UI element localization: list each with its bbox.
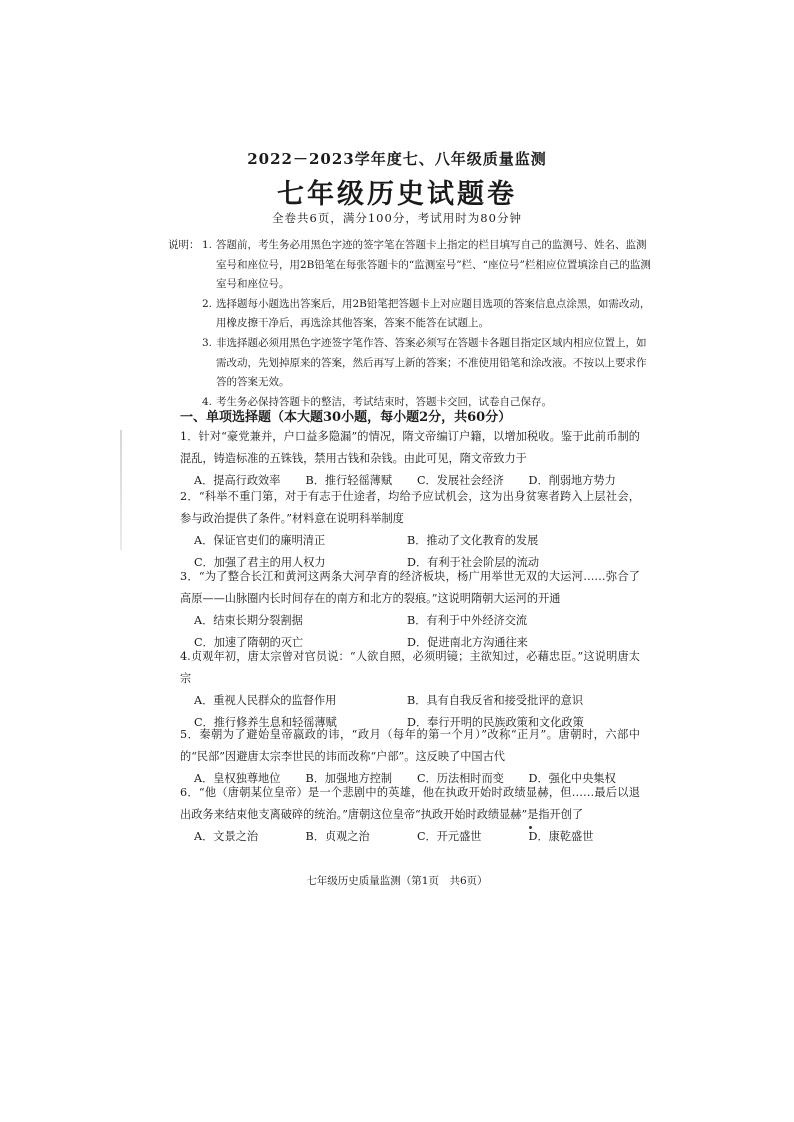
page-footer: 七年级历史质量监测（第1页 共6页） <box>306 875 488 887</box>
option-d: D．削弱地方势力 <box>528 474 616 487</box>
instruction-text: 选择题每小题选出答案后，用2B铅笔把答题卡上对应题目选项的答案信息点涂黑，如需改动，用橡皮擦干净后，再选涂其他答案，答案不能答在试题上。 <box>216 297 651 330</box>
instruction-text: 非选择题必须用黑色字迹签字笔作答、答案必须写在答题卡各题目指定区域内相应位置上，如需改动，先划掉原来的答案，然后再写上新的答案；不准使用铅笔和涂改液。不按以上要求作答的答案无效。 <box>216 336 647 389</box>
option-a: A．保证官吏们的廉明清正 <box>194 534 326 547</box>
question-2 <box>180 486 640 574</box>
option-a: A．皇权独尊地位 <box>194 772 281 785</box>
option-b: B．有利于中外经济交流 <box>407 614 528 627</box>
option-c: C．推行修养生息和轻徭薄赋 <box>194 716 337 729</box>
option-c: C．历法相时而变 <box>417 772 504 785</box>
question-stem: 6．“他（唐朝某位皇帝）是一个悲剧中的英雄，他在执政开始时政绩显赫，但……最后以退出政务来结束他支离破碎的统治。”唐朝这位皇帝“执政开始时政绩显赫”是指开创了 <box>180 786 640 821</box>
option-b: B．推动了文化教育的发展 <box>407 534 539 547</box>
option-d: D．康乾盛世 <box>528 830 594 843</box>
option-d: D．有利于社会阶层的流动 <box>407 556 540 569</box>
exam-title: 七年级历史试题卷 <box>277 179 517 210</box>
option-c: C．开元盛世 <box>417 830 482 843</box>
scan-artifact-mark <box>120 430 122 550</box>
option-b: B．贞观之治 <box>305 830 370 843</box>
question-4 <box>180 646 640 734</box>
instruction-number: 4. <box>202 395 213 408</box>
option-c: C．加强了君主的用人权力 <box>194 556 326 569</box>
section-title: 一、单项选择题（本大题30小题，每小题2分，共60分） <box>180 410 512 425</box>
option-b: B．加强地方控制 <box>305 772 393 785</box>
option-b: B．具有自我反省和接受批评的意识 <box>407 694 584 707</box>
question-1 <box>180 426 640 492</box>
option-a: A．提高行政效率 <box>194 474 281 487</box>
scan-dot-artifact <box>529 826 532 829</box>
question-options <box>180 826 640 848</box>
instruction-number: 1. <box>202 239 213 251</box>
instruction-number: 2. <box>202 297 213 310</box>
question-stem: 4.贞观年初，唐太宗曾对官员说：“人欲自照，必须明镜；主欲知过，必藉忠臣。”这说明唐太宗 <box>180 650 640 685</box>
instructions-label: 说明： <box>168 239 200 251</box>
instructions <box>168 236 654 412</box>
question-stem: 3．“为了整合长江和黄河这两条大河孕育的经济板块，杨广用举世无双的大运河……弥合了高原——山脉圈内长时间存在的南方和北方的裂痕。”这说明隋朝大运河的开通 <box>180 570 640 605</box>
question-stem: 1．针对“豪党兼并，户口益多隐漏”的情况，隋文帝编订户籍，以增加税收。鉴于此前币制的混乱，铸造标准的五铢钱，禁用古钱和杂钱。由此可见，隋文帝致力于 <box>180 430 640 465</box>
question-3 <box>180 566 640 654</box>
instruction-number: 3. <box>202 336 213 349</box>
instruction-text: 答题前，考生务必用黑色字迹的签字笔在答题卡上指定的栏目填写自己的监测号、姓名、监测室号和座位号，用2B铅笔在每张答题卡的“监测室号”栏、“座位号”栏相应位置填涂自己的监测室号和座位号。 <box>216 239 651 291</box>
instruction-item <box>174 295 654 334</box>
question-5 <box>180 724 640 790</box>
exam-header: 2022－2023学年度七、八年级质量监测 <box>247 150 547 168</box>
option-a: A．文景之治 <box>194 830 259 843</box>
exam-info: 全卷共6页，满分100分，考试用时为80分钟 <box>272 211 522 225</box>
instruction-text: 考生务必保持答题卡的整洁，考试结束时，答题卡交回，试卷自己保存。 <box>216 395 552 408</box>
question-stem: 2．“科举不重门第，对于有志于仕途者，均给予应试机会，这为出身贫寒者跨入上层社会，参与政治提供了条件。”材料意在说明科举制度 <box>180 490 640 525</box>
option-c: C．加速了隋朝的灭亡 <box>194 636 304 649</box>
question-6 <box>180 782 640 848</box>
instruction-item <box>174 334 654 393</box>
option-a: A．结束长期分裂割据 <box>194 614 303 627</box>
option-c: C．发展社会经济 <box>417 474 504 487</box>
option-a: A．重视人民群众的监督作用 <box>194 694 337 707</box>
instruction-item <box>174 236 654 295</box>
question-stem: 5．秦朝为了避始皇帝嬴政的讳，“政月（每年的第一个月）”改称“正月”。唐朝时，六部中的“民部”因避唐太宗李世民的讳而改称“户部”。这反映了中国古代 <box>180 728 640 763</box>
option-d: D．强化中央集权 <box>528 772 616 785</box>
option-d: D．促进南北方沟通往来 <box>407 636 528 649</box>
option-d: D．奉行开明的民族政策和文化政策 <box>407 716 584 729</box>
option-b: B．推行轻徭薄赋 <box>305 474 393 487</box>
